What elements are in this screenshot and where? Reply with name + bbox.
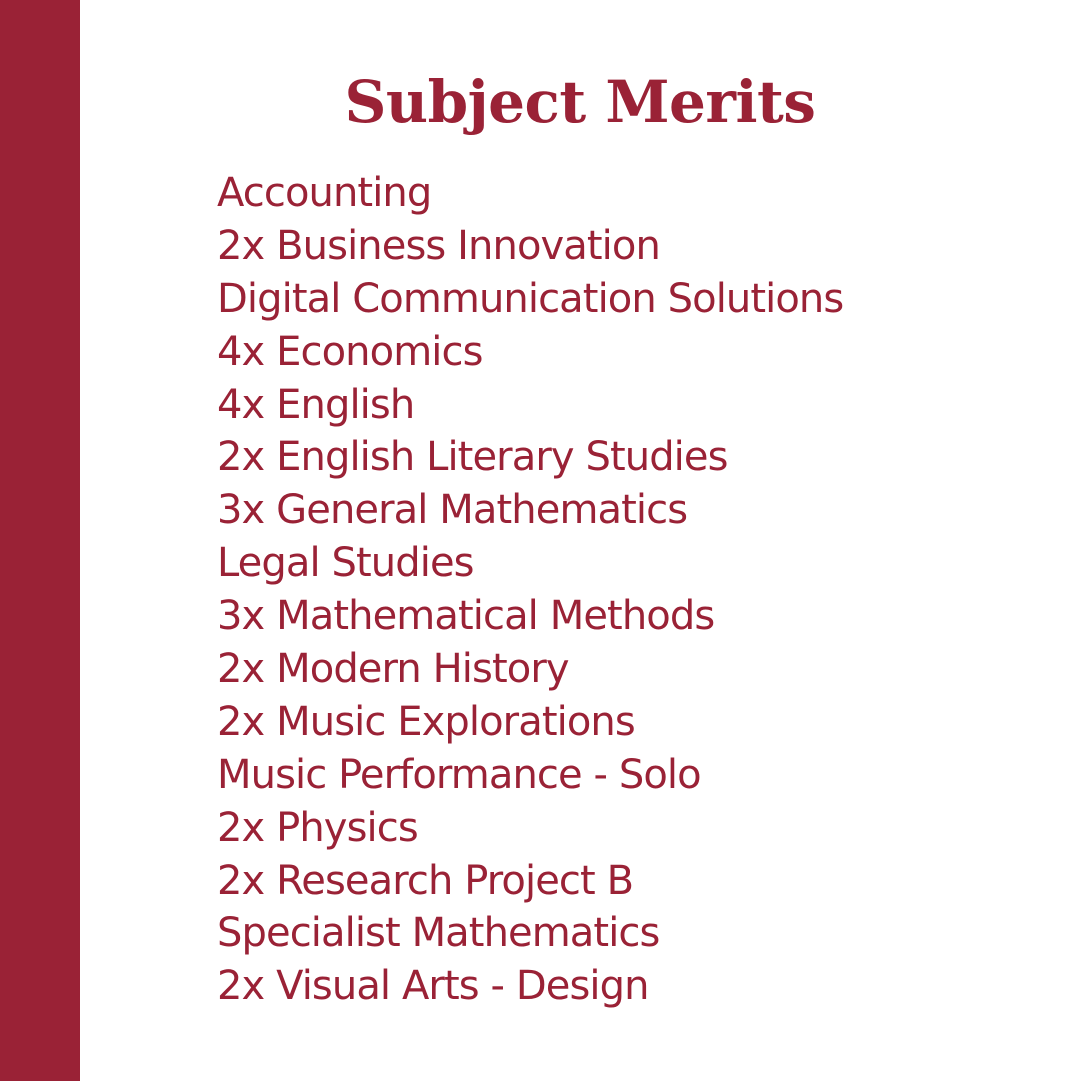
list-item: 2x English Literary Studies [217,434,728,481]
merit-list [217,167,843,1013]
list-item: 2x Modern History [217,646,569,693]
list-item: 2x Business Innovation [217,222,660,269]
list-item: Legal Studies [217,540,474,587]
list-item: 3x General Mathematics [217,487,688,534]
list-item: 4x English [217,381,415,428]
accent-side-bar [0,0,80,1081]
page-title: Subject Merits [344,68,816,136]
list-item: Music Performance - Solo [217,751,701,798]
list-item: 2x Visual Arts - Design [217,963,649,1010]
list-item: 2x Physics [217,804,418,851]
list-item: 4x Economics [217,328,483,375]
list-item: Specialist Mathematics [217,910,660,957]
list-item: 2x Research Project B [217,857,634,904]
list-item: 2x Music Explorations [217,698,635,745]
list-item: Accounting [217,170,432,216]
list-item: 3x Mathematical Methods [217,593,715,640]
list-item: Digital Communication Solutions [217,275,844,322]
